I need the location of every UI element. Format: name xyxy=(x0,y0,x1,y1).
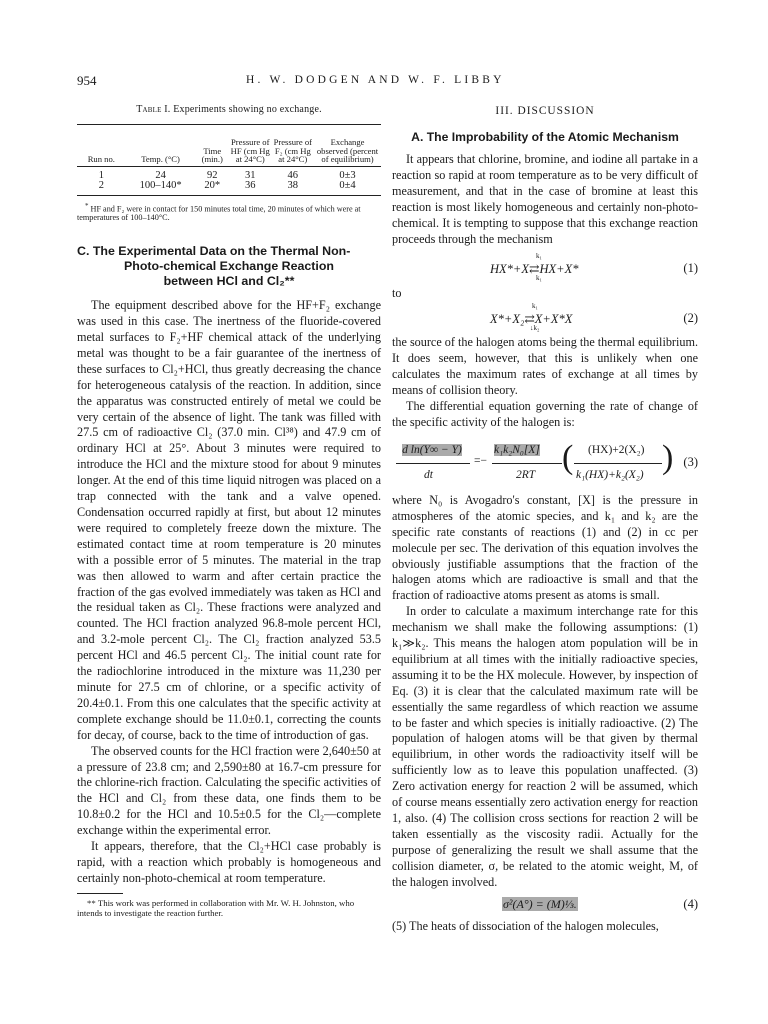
discussion-heading: III. DISCUSSION xyxy=(495,105,595,117)
table-footnote-text: HF and F₂ were in contact for 150 minutes total time, 20 minutes of which were at temperatures of 100–140°C. xyxy=(77,204,361,223)
body-paragraph: It appears that chlorine, bromine, and iodine all partake in a reaction so rapid at room temperature as to be very difficult of measurement, and that in the case of bromine at least this reaction is most likely homogeneous and certainly non-photo-chemical. It is tempting to suppose that this exchange reaction proceeds through the mechanism xyxy=(392,152,698,246)
section-c-heading xyxy=(77,244,381,289)
table-cell: 0±4 xyxy=(339,180,356,191)
table-cell: 100–140* xyxy=(139,180,182,191)
eq3-lhs-numerator: d ln(Y∞ − Y) xyxy=(402,443,462,456)
eq2-rhs: X+X*X xyxy=(534,312,573,327)
eq3-right-denominator: k₁(HX)+k₂(X₂) xyxy=(576,468,644,481)
atomic-mechanism-subheading: A. The Improbability of the Atomic Mechanism xyxy=(411,130,679,144)
eq3-equals: =− xyxy=(474,454,487,467)
table-header-time: Time (min.) xyxy=(196,125,229,167)
equation-1 xyxy=(392,247,698,281)
eq3-mid-numerator: k₁k₂N₀[X] xyxy=(494,443,540,456)
table-caption-text: Experiments showing no exchange. xyxy=(173,104,322,115)
eq3-mid-denominator: 2RT xyxy=(516,468,536,481)
table-caption-prefix: Table I. xyxy=(136,104,171,115)
equation-4 xyxy=(392,893,698,915)
table-header-run: Run no. xyxy=(77,125,126,167)
table-header-pressure-hf: Pressure of HF (cm Hg at 24°C) xyxy=(229,125,272,167)
section-c-footnote: ** This work was performed in collaboration with Mr. W. H. Johnston, who intends to investigate the reaction further. xyxy=(77,897,355,919)
table-cell: 46 xyxy=(287,169,299,181)
table-caption xyxy=(77,104,381,115)
eq2-rate-bottom: ↓k₂ xyxy=(530,324,540,333)
table-cell: 36 xyxy=(244,180,256,191)
section-c-body xyxy=(77,298,381,887)
equilibrium-arrow-icon: ⇄ xyxy=(528,262,540,277)
section-c-heading-line2: Photo-chemical Exchange Reaction xyxy=(123,259,334,274)
eq3-lhs-fraction-bar xyxy=(396,463,470,464)
eq2-rate-top: k₁ xyxy=(532,302,538,311)
body-paragraph: where N₀ is Avogadro's constant, [X] is the pressure in atmospheres of the atomic species, and k₁ and k₂ are the specific rate constants of reactions (1) and (2) in cc per molecule per sec. The derivation of this equation involves the obviously justifiable assumptions that the fraction of the halogen atoms which are radioactive is small and that the fraction of radioactive atoms present as atoms is small. xyxy=(392,492,698,603)
eq3-lhs-denominator: dt xyxy=(424,468,433,481)
body-paragraph: the source of the halogen atoms being the thermal equilibrium. It does seem, however, that this is unlikely when one calculates the maximum rates of exchange at all times by means of collision theory. xyxy=(392,335,698,398)
running-header: H. W. DODGEN AND W. F. LIBBY xyxy=(246,74,505,86)
section-c-heading-line1: C. The Experimental Data on the Thermal Non- xyxy=(77,244,351,259)
table-header-row xyxy=(77,125,381,167)
body-paragraph: It appears, therefore, that the Cl₂+HCl case probably is rapid, with a reaction which probably is homogeneous and certainly non-photo-chemical at room temperature. xyxy=(77,839,381,885)
eq1-number: (1) xyxy=(683,261,698,276)
body-paragraph: (5) The heats of dissociation of the halogen molecules, xyxy=(392,918,659,933)
page-number: 954 xyxy=(77,73,97,88)
eq2-lhs: X*+X₂ xyxy=(490,312,525,327)
left-column xyxy=(77,100,381,919)
eq3-right-numerator: (HX)+2(X₂) xyxy=(588,443,645,456)
table-cell: 38 xyxy=(287,180,299,191)
body-paragraph: In order to calculate a maximum interchange rate for this mechanism we shall make the following assumptions: (1) k₁≫k₂. This means the halogen atom population will be in equilibrium at all times with the initially radioactive species, assuming it to be the HX molecule. However, by inspection of Eq. (3) it is clear that the calculated maximum rate will be essentially the same regardless of which reaction we assume to be faster and which species is initially radioactive. (2) The population of halogen atoms will be that given by thermal equilibrium, in other words the radioactivity itself will be sufficiently low as to leave this population unaffected. (3) Zero activation energy for reaction 2 will be assumed, which of course means essentially zero activation energy for reaction 1, also. (4) The collision cross sections for reaction 2 will be taken essentially as the viscosity radii. Actually for the purpose of generalizing the result we shall assume that the collision diameter, σ, be related to the atomic weight, M, of the halogen involved. xyxy=(392,604,698,889)
table-footnote-marker: * xyxy=(85,201,89,210)
equilibrium-arrow-icon: ⇄ xyxy=(524,312,535,327)
eq1-rate-bottom: k₁ xyxy=(536,274,542,283)
table-cell: 20* xyxy=(204,180,221,191)
table-row xyxy=(77,166,381,181)
eq4-number: (4) xyxy=(683,896,698,911)
eq3-right-paren: ) xyxy=(662,438,674,476)
table-row xyxy=(77,181,381,195)
table-cell: 31 xyxy=(244,169,256,181)
eq3-left-paren: ( xyxy=(562,438,574,476)
equation-3 xyxy=(392,437,698,493)
eq3-number: (3) xyxy=(683,454,698,469)
eq3-mid-fraction-bar xyxy=(492,463,562,464)
equation-2 xyxy=(392,297,698,331)
experiments-table xyxy=(77,124,381,196)
section-c-heading-line3: between HCl and Cl₂** xyxy=(163,274,295,289)
body-paragraph: The differential equation governing the rate of change of the specific activity of the halogen is: xyxy=(392,399,698,429)
table-cell: 1 xyxy=(98,169,104,181)
body-paragraph: The observed counts for the HCl fraction were 2,640±50 at a pressure of 23.8 cm; and 2,590±80 at 16.7-cm pressure for the chlorine-rich fraction. Calculating the specific activities of the HCl and Cl₂ from these data, one finds them to be 10.8±0.2 for the HCl and 10.5±0.5 for the Cl₂—complete exchange within the experimental error. xyxy=(77,743,381,838)
table-cell: 2 xyxy=(98,180,104,191)
table-header-exchange: Exchange observed (percent of equilibrium) xyxy=(314,125,381,167)
footnote-divider xyxy=(77,893,123,894)
eq4-expression: σ²(A°) = (M)⅓. xyxy=(503,896,577,911)
table-cell: 24 xyxy=(155,169,166,181)
eq1-rhs: HX+X* xyxy=(539,262,579,277)
eq3-right-fraction-bar xyxy=(574,463,662,464)
connective-to: to xyxy=(392,286,402,301)
table-cell: 92 xyxy=(207,169,218,181)
table-header-temp: Temp. (°C) xyxy=(126,125,196,167)
eq1-lhs: HX*+X xyxy=(490,262,529,277)
table-footnote xyxy=(77,202,381,223)
table-cell: 0±3 xyxy=(339,169,356,181)
body-paragraph: The equipment described above for the HF+F₂ exchange was used in this case. The inertness of the fluoride-covered metal surfaces to F₂+HF chemical attack of the underlying metal was thought to be a fair guarantee of the inertness of these surfaces to Cl₂+HCl, thus greatly decreasing the chance for heterogeneous catalysis of the reaction. In addition, since the apparatus was constructed entirely of metal we could be very certain of the absence of light. The tank was filled with 27.5 cm of radioactive Cl₂ (37.0 min. Cl³⁸) and 47.9 cm of ordinary HCl at 25°. About 3 minutes were required to introduce the HCl and the mixture stood for about 9 minutes longer. At the end of this time liquid nitrogen was placed on a trap connected with the tank and a valve opened. Condensation occurred rapidly at first, but about 12 minutes were required to completely freeze down the mixture. The estimated contact time at room temperature is 20 minutes with a possible error of 5 minutes. The material in the trap was then allowed to warm and after certain practice the fraction of the gas evolved immediately was taken as HCl and the residual taken as Cl₂. These fractions were analyzed and counted. The HCl fraction analyzed 96.8-mole percent HCl, and 3.2-mole percent Cl₂. The Cl₂ fraction analyzed 53.5 percent HCl and 46.5 percent Cl₂. The initial count rate for the radiochlorine introduced in the mixture was 11,230 per minute for 27.5 cm of chlorine, or a specific activity of 20.4±0.1. From this one calculates that the specific activity at complete exchange should be 11.0±0.1, correcting the counts for decay, of course, back to the time of introduction of gas. xyxy=(77,298,381,742)
eq2-number: (2) xyxy=(683,311,698,326)
eq1-rate-top: k₁ xyxy=(536,252,542,261)
table-header-pressure-f2: Pressure of F₂ (cm Hg at 24°C) xyxy=(272,125,315,167)
right-column xyxy=(392,100,698,934)
